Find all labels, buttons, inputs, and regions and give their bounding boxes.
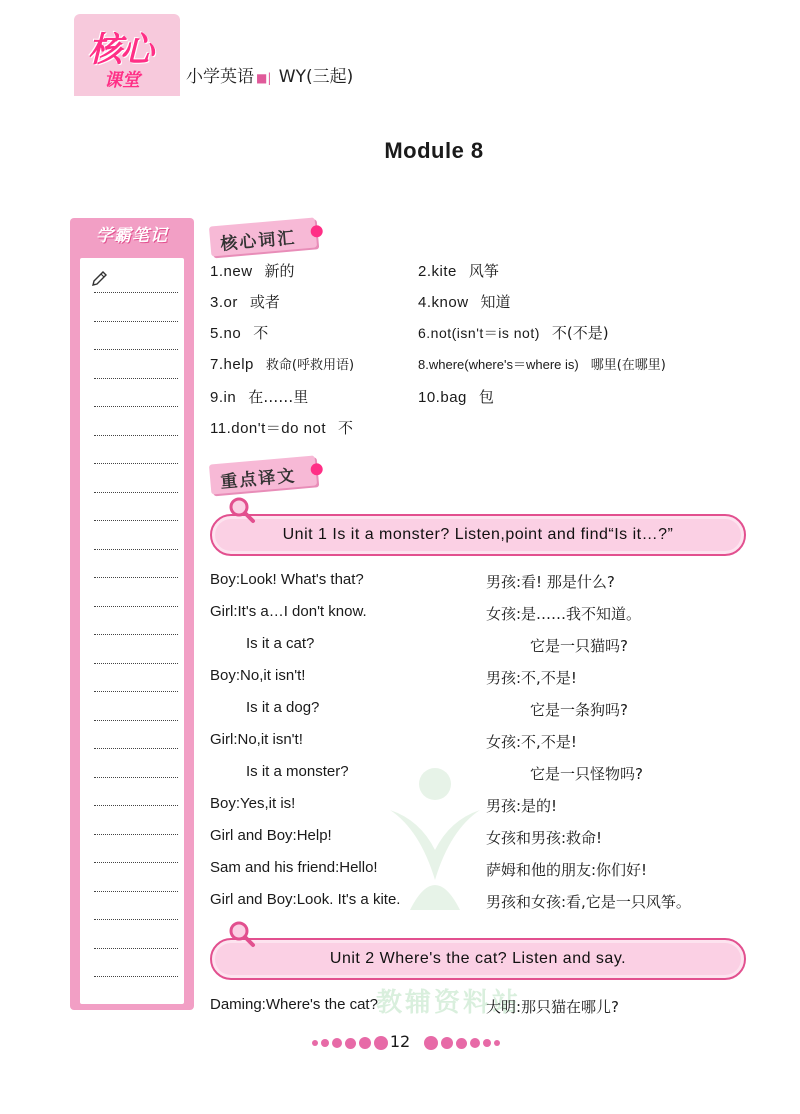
dialog-line-zh: 它是一只猫吗? [530,637,628,655]
vocab-item: 2.kite 风筝 [418,262,499,280]
dialog-line-zh: 女孩和男孩:救命! [486,829,603,847]
dialog-line-zh: 大明:那只猫在哪儿? [486,998,620,1016]
dot [483,1039,491,1047]
dialog-line-zh: 男孩:看! 那是什么? [486,573,615,591]
logo-line1: 核心 [88,30,152,70]
dot [441,1037,453,1049]
vocab-item: 11.don't＝do not 不 [210,419,354,437]
note-line [94,577,178,578]
dot [470,1038,480,1048]
dialog-line-zh: 萨姆和他的朋友:你们好! [486,861,648,879]
vocab-item: 1.new 新的 [210,262,295,280]
note-line [94,406,178,407]
vocab-item: 9.in 在……里 [210,388,309,406]
notes-paper [80,258,184,1004]
note-line [94,748,178,749]
unit1-title: Unit 1 Is it a monster? Listen,point and find“Is it…?” [282,526,674,543]
vocab-item: 4.know 知道 [418,293,511,311]
note-line [94,691,178,692]
vocab-item: 7.help 救命(呼救用语) [210,356,355,373]
dialog-line-en: Is it a dog? [246,699,320,716]
vocab-section-tag [209,217,317,256]
dialog-line-en: Boy:Yes,it is! [210,795,296,812]
note-line [94,976,178,977]
dialog-line-en: Sam and his friend:Hello! [210,859,378,876]
note-line [94,777,178,778]
note-line [94,292,178,293]
note-line [94,834,178,835]
vocab-item: 6.not(isn't＝is not) 不(不是) [418,324,609,342]
notes-sidebar [70,218,194,1010]
dialog-line-zh: 男孩和女孩:看,它是一只风筝。 [486,893,691,911]
header-subject [186,62,353,87]
dialog-line-en: Boy:Look! What's that? [210,571,364,588]
note-line [94,891,178,892]
note-line [94,435,178,436]
note-line [94,606,178,607]
dot [494,1040,500,1046]
text-section-tag [209,455,317,494]
text-section-title: 重点译文 [219,466,298,493]
subject-label: 小学英语 [186,67,254,87]
page-dots-right [424,1036,500,1050]
dialog-line-zh: 女孩:不,不是! [486,733,577,751]
dot [424,1036,438,1050]
dialog-line-en: Girl:No,it isn't! [210,731,303,748]
note-line [94,321,178,322]
unit2-banner [210,938,746,980]
dot [456,1038,467,1049]
dialog-line-en: Boy:No,it isn't! [210,667,306,684]
unit2-title: Unit 2 Where's the cat? Listen and say. [329,950,627,967]
vocab-section-title: 核心词汇 [219,228,298,255]
dialog-line-en: Girl and Boy:Help! [210,827,332,844]
unit1-banner [210,514,746,556]
magnifier-icon [228,496,256,524]
note-line [94,463,178,464]
note-line [94,520,178,521]
dialog-line-zh: 它是一只怪物吗? [530,765,643,783]
pencil-icon [90,270,108,288]
watermark-text: 教辅资料站 [376,988,522,1018]
dialog-line-zh: 男孩:是的! [486,797,558,815]
note-line [94,663,178,664]
watermark-logo [380,760,490,920]
brand-logo [74,14,180,96]
note-line [94,492,178,493]
dialog-line-en: Girl:It's a…I don't know. [210,603,367,620]
note-line [94,862,178,863]
dialog-line-zh: 它是一条狗吗? [530,701,628,719]
note-line [94,349,178,350]
edition-label: WY(三起) [278,67,354,87]
dialog-line-zh: 男孩:不,不是! [486,669,577,687]
vocab-item: 3.or 或者 [210,293,280,311]
note-line [94,948,178,949]
note-line [94,378,178,379]
dialog-line-en: Daming:Where's the cat? [210,996,378,1013]
dialog-line-en: Is it a cat? [246,635,315,652]
note-line [94,919,178,920]
notes-title: 学霸笔记 [96,226,168,246]
note-line [94,634,178,635]
note-line [94,720,178,721]
dialog-line-zh: 女孩:是……我不知道。 [486,605,642,623]
dialog-line-en: Is it a monster? [246,763,349,780]
vocab-item: 10.bag 包 [418,388,494,406]
vocab-item: 8.where(where's＝where is) 哪里(在哪里) [418,357,666,373]
page-number: 12 [389,1032,411,1051]
magnifier-icon [228,920,256,948]
note-line [94,805,178,806]
separator-dot: ■| [256,71,272,85]
note-line [94,549,178,550]
vocab-item: 5.no 不 [210,324,269,342]
logo-line2: 课堂 [104,70,140,91]
module-title: Module 8 [384,138,484,163]
dialog-line-en: Girl and Boy:Look. It's a kite. [210,891,401,908]
